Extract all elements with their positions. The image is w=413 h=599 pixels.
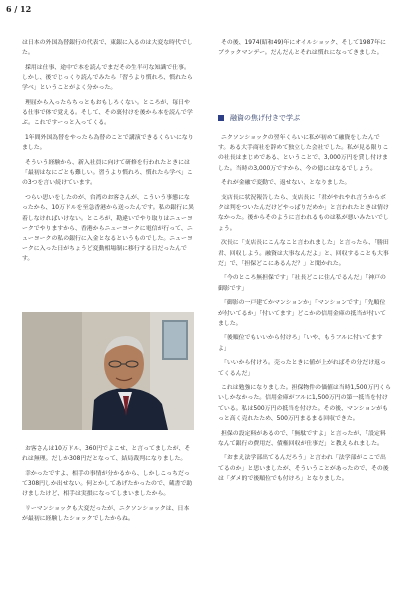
paragraph: ニクソンショックの翌年くらいに私が初めて融資をしたんです。ある大手商社を辞めて独立した会社でした。私が見る限りこの社長はまじめである、ということで、3,000万円を貸し付けました。当時の3,000万ですから、今の億にはなるでしょう。 — [218, 135, 389, 172]
paragraph: 「御影の一戸建てかマンションか」「マンションです」「先順位が付いてるか」「付いてます」どこかの信用金庫の抵当が付いてました。 — [218, 300, 386, 327]
paragraph: リーマンショックも大変だったが、ニクソンショックは、日本が最初に経験したショックでしたからね。 — [22, 506, 190, 523]
paragraph: 「後順位でもいいから付けろ」「いや、もうフルに付いてますよ」 — [218, 335, 383, 352]
paragraph: 1年間外国為替をやったら為替のことで講演できるくらいになりました。 — [22, 135, 194, 152]
paragraph: それが金融で変動で、返せない、となりました。 — [220, 180, 351, 187]
right-column-main — [218, 133, 391, 489]
left-column-top — [22, 38, 194, 269]
portrait-image — [22, 312, 194, 430]
paragraph: これは勉強になりました。担保物件の価値は当時1,500万円くらいしかなかった。信用金庫がフルに1,500万円の第一抵当を付けている。私は500万円の抵当を付けた。その後、マンションがもっと高く売れたため、500万円まるまる回収できた。 — [218, 385, 391, 422]
portrait-photo — [22, 312, 194, 430]
left-column-bottom — [22, 444, 194, 529]
square-bullet-icon — [218, 115, 224, 121]
paragraph: そういう経験から、新入社員に向けて研修を行われたときには「最初はなにごとも難しい。習うより慣れろ、慣れたら学べ」この3つを言い続けています。 — [22, 160, 193, 187]
section-heading-text: 融資の焦げ付きで学ぶ — [230, 114, 300, 122]
paragraph: は日本の外国為替銀行の代表で、東銀に入るのは大変な時代でした。 — [22, 40, 193, 57]
paragraph: 支店長に状況報告したら、支店長に「君がやれやれ言うからボクは判をついたんだけどやっぱりだめか」と言われたときは情けなかった。後からそのように言われるものは私が悪いみたいでしょう。 — [218, 195, 389, 232]
section-heading — [218, 113, 393, 123]
paragraph: 理屈から入ったらちっともおもしろくない。ところが、毎日やる仕事で体で覚える。そして、その裏付けを後から本を読んで学ぶ。これですーっと入ってくる。 — [22, 100, 193, 127]
paragraph: 「今のところ無担保です」「社長どこに住んでるんだ」「神戸の御影です」 — [218, 275, 386, 292]
paragraph: 担保の設定料があるので、「無駄ですよ」と言ったが、「設定料なんて銀行の費用だ、債権回収が仕事だ」と教えられました。 — [218, 430, 386, 447]
paragraph: 採用は仕事、途中で本を読んでまだその生半可な知識で仕事。しかし、後でじっくり読んでみたら「習うより慣れろ、慣れたら学べ」ということがよく分かった。 — [22, 64, 193, 92]
paragraph: 幸かったですよ、相手の事情が分かるから、しかしこっちだって308円しか出せない。何とかしてあげたかったので、蔵書で助けましたけど、相手は実損になってしまいましたから。 — [22, 470, 193, 498]
paragraph: 「いいから付けろ。売ったときに値が上がればその分だけ返ってくるんだ」 — [218, 360, 386, 377]
paragraph: 「おまえ法学部出てるんだろう」と言われ「法学部がここで出てるのか」と思いましたが、そういうことがあったので、その後は「ダメ的で後順位でも付けろ」となりました。 — [218, 455, 389, 482]
page-number: 6 / 12 — [6, 4, 32, 14]
paragraph: つらい思いをしたのが、台湾のお客さんが、こういう事態になったから、10万ドルを至急香港から送ったんです。私の銀行に異着しなければいけない。ところが、勘違いでやり取りはニューヨークでやりますから、香港からニューヨークに電信が行って、ニューヨークの私の銀行に入金となるというものでした。ニューヨークに入った日がちょうど変動相場制に移行する日だったんです。 — [22, 195, 194, 263]
paragraph: その後、1974(昭和49)年にオイルショック、そして1987年にブラックマンデー。だんだんとそれは慣れになってきました。 — [218, 40, 386, 57]
paragraph: 次長に「支店長にこんなこと言われました」と言ったら、「勝田君、回収しよう。融資は大事なんだよ」と、回収することも大事だ」で、「担保どこにあるんだ？」と聞かれた。 — [218, 240, 389, 267]
right-column-top — [218, 38, 391, 63]
paragraph: お客さんは10万ドル、360円でよこせ、と言ってましたが、それは無理。だしか308円だとなって、結局裁判になりました。 — [22, 446, 191, 463]
